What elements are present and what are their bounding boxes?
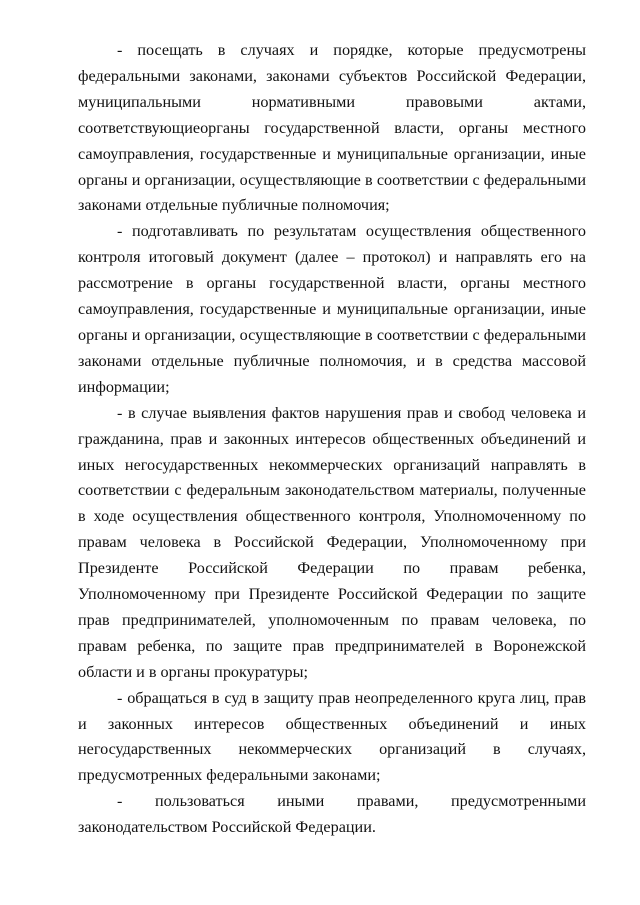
paragraph-visit-rights: - посещать в случаях и порядке, которые предусмотрены федеральными законами, законами субъектов Российской Федерации, муниципальными нормативными правовыми актами, соответствующиеорганы государственной власти, органы местного самоуправления, государственные и муниципальные организации, иные органы и организации, осуществляющие в соответствии с федеральными законами отдельные публичные полномочия; — [78, 41, 586, 215]
document-body — [78, 38, 586, 841]
paragraph-court-appeal: - обращаться в суд в защиту прав неопределенного круга лиц, прав и законных интересов общественных объединений и иных негосударственных некоммерческих организаций в случаях, предусмотренных федеральными законами; — [78, 688, 586, 785]
paragraph-other-rights: - пользоваться иными правами, предусмотренными законодательством Российской Федерации. — [78, 792, 586, 837]
paragraph-violations: - в случае выявления фактов нарушения прав и свобод человека и гражданина, прав и законных интересов общественных объединений и иных негосударственных некоммерческих организаций направлять в соответствии с федеральным законодательством материалы, полученные в ходе осуществления общественного контроля, Уполномоченному по правам человека в Российской Федерации, Уполномоченному при Президенте Российской Федерации по правам ребенка, Уполномоченному при Президенте Российской Федерации по защите прав предпринимателей, уполномоченным по правам человека, по правам ребенка, по защите прав предпринимателей в Воронежской области и в органы прокуратуры; — [78, 403, 586, 681]
paragraph-protocol: - подготавливать по результатам осуществления общественного контроля итоговый документ (далее – протокол) и направлять его на рассмотрение в органы государственной власти, органы местного самоуправления, государственные и муниципальные организации, иные органы и организации, осуществляющие в соответствии с федеральными законами отдельные публичные полномочия, и в средства массовой информации; — [78, 222, 586, 396]
